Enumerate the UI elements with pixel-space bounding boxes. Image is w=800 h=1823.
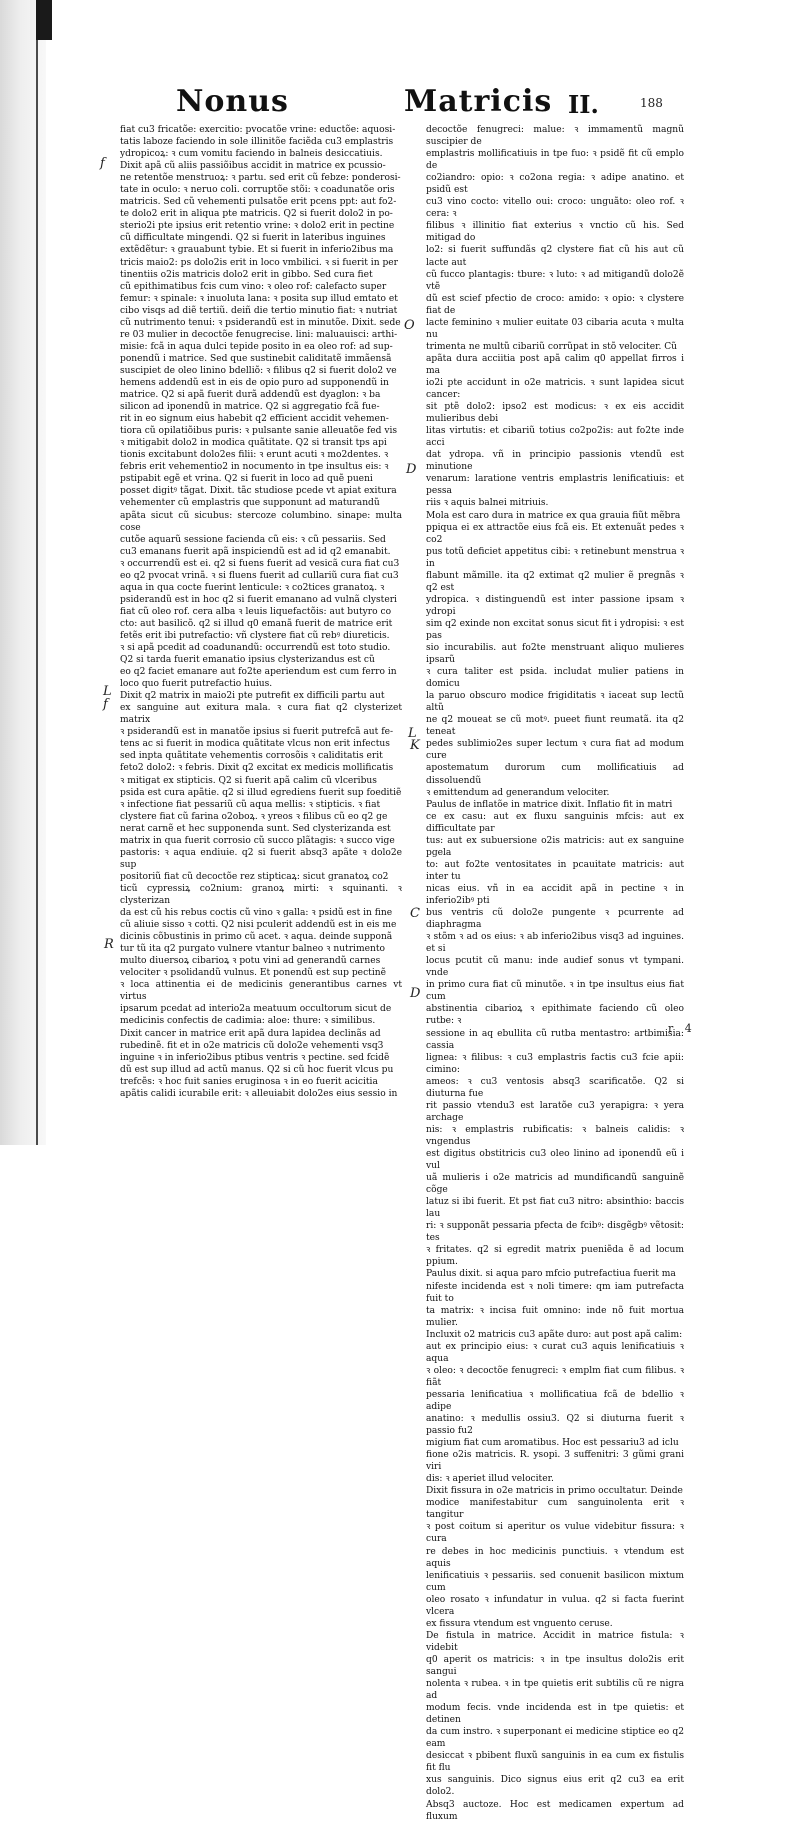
text-line: fione o2is matricis. R. ysopi. 3 suffenitri: 3 gũmi grani viri — [426, 1450, 684, 1473]
margin-letter: f — [103, 697, 108, 712]
text-line: Mola est caro dura in matrice ex qua grauia fiũt mẽbra — [426, 510, 681, 521]
text-line: ꝛ loca attinentia ei de medicinis generantibus carnes vt virtus — [120, 980, 402, 1003]
text-line: positoriũ fiat cũ decoctõe rez stipticaꝝ: sicut granatoꝝ co2 — [120, 871, 389, 882]
text-line: ꝛ infectione fiat pessariũ cũ aqua mellis: ꝛ stipticis. ꝛ fiat — [120, 799, 381, 810]
text-line: sio incurabilis. aut fo2te menstruant aliquo mulieres ipsarũ — [426, 643, 684, 666]
text-line: fetẽs erit ibi putrefactio: vñ clystere fiat cũ rebꝰ diureticis. — [120, 630, 390, 641]
text-line: uã mulieris i o2e matricis ad mundificandũ sanguinẽ cõge — [426, 1173, 684, 1196]
text-line: posset digitꝰ tãgat. Dixit. tãc studiose pcede vt apiat exitura — [120, 486, 397, 497]
text-line: modum fecis. vnde incidenda est in tpe quietis: et detinen — [426, 1703, 684, 1726]
text-column-right — [426, 124, 684, 1823]
text-line: ex fissura vtendum est vnguento ceruse. — [426, 1618, 613, 1629]
text-line: migium fiat cum aromatibus. Hoc est pessariu3 ad iclu — [426, 1438, 679, 1449]
text-line: ꝛ post coitum si aperitur os vulue videbitur fissura: ꝛ cura — [426, 1522, 684, 1545]
margin-letter: C — [410, 906, 420, 921]
text-line: re debes in hoc medicinis punctiuis. ꝛ vtendum est aquis — [426, 1546, 684, 1569]
text-line: matricis. Sed cũ vehementi pulsatõe erit pcens ppt: aut fo2- — [120, 197, 397, 208]
binding-notch — [36, 0, 52, 40]
text-line: cũ fucco plantagis: tbure: ꝛ luto: ꝛ ad mitigandũ dolo2ẽ vtẽ — [426, 269, 684, 292]
text-line: suscipiet de oleo linino bdelliõ: ꝛ filibus q2 si fuerit dolo2 ve — [120, 365, 397, 376]
text-line: tens ac si fuerit in modica quãtitate vlcus non erit infectus — [120, 739, 390, 750]
text-line: ꝛ cura taliter est psida. includat mulier patiens in domicu — [426, 667, 684, 690]
text-line: oleo rosato ꝛ infundatur in vulua. q2 si facta fuerint vlcera — [426, 1594, 684, 1617]
text-line: nolenta ꝛ rubea. ꝛ in tpe quietis erit subtilis cũ re nigra ad — [426, 1679, 684, 1702]
text-line: nis: ꝛ emplastris rubificatis: ꝛ balneis calidis: ꝛ vngendus — [426, 1124, 684, 1147]
text-line: tricis maio2: ps dolo2is erit in loco vmbilici. ꝛ si fuerit in per — [120, 257, 398, 268]
text-line: ꝛ psiderandũ est in manatõe ipsius si fuerit putrefcã aut fe- — [120, 727, 394, 738]
text-line: aut ex principio eius: ꝛ curat cu3 aquis lenificatiuis ꝛ aqua — [426, 1341, 684, 1364]
text-line: da cum instro. ꝛ superponant ei medicine stiptice eo q2 eam — [426, 1727, 684, 1750]
text-line: pessaria lenificatiua ꝛ mollificatiua fcã de bdellio ꝛ adipe — [426, 1389, 684, 1412]
text-line: cũ epithimatibus fcis cum vino: ꝛ oleo rof: calefacto super — [120, 281, 387, 292]
text-line: ꝛ emittendum ad generandum velociter. — [426, 787, 610, 798]
text-line: eo q2 faciet emanare aut fo2te aperiendum est cum ferro in — [120, 667, 397, 678]
text-line: extẽdẽtur: ꝛ grauabunt tybie. Et si fuerit in inferio2ibus ma — [120, 245, 394, 256]
margin-letter: D — [406, 462, 417, 477]
text-line: medicinis confectis de cadimia: aloe: thure: ꝛ similibus. — [120, 1016, 376, 1027]
text-line: dũ est sup illud ad actũ manus. Q2 si cũ hoc fuerit vlcus pu — [120, 1064, 394, 1075]
text-line: Dixit apã cũ aliis passiõibus accidit in matrice ex pcussio- — [120, 161, 386, 172]
text-line: ꝛ occurrendũ est ei. q2 si fuens fuerit ad vesicã cura fiat cu3 — [120, 558, 400, 569]
text-line: q0 aperit os matricis: ꝛ in tpe insultus dolo2is erit sangui — [426, 1654, 684, 1677]
margin-letter: L — [408, 726, 417, 741]
text-line: inguine ꝛ in inferio2ibus ptibus ventris ꝛ pectine. sed fcidẽ — [120, 1052, 390, 1063]
text-line: cu3 vino cocto: vitello oui: croco: unguãto: oleo rof. ꝛ cera: ꝛ — [426, 197, 684, 220]
text-line: febris erit vehementio2 in nocumento in tpe insultus eis: ꝛ — [120, 462, 389, 473]
binding-rule — [36, 0, 38, 1145]
margin-letter: O — [404, 318, 415, 333]
text-line: lignea: ꝛ filibus: ꝛ cu3 emplastris factis cu3 fcie apii: cimino: — [426, 1052, 684, 1075]
text-line: ex sanguine aut exitura mala. ꝛ cura fiat q2 clysterizet matrix — [120, 703, 402, 726]
text-line: ameos: ꝛ cu3 ventosis absq3 scarificatõe. Q2 si diuturna fue — [426, 1076, 684, 1099]
text-line: Dixit q2 matrix in maio2i pte putrefit ex difficili partu aut — [120, 691, 385, 702]
text-line: nicas eius. vñ in ea accidit apã in pectine ꝛ in inferio2ibꝰ pti — [426, 883, 684, 906]
text-line: trefcẽs: ꝛ hoc fuit sanies eruginosa ꝛ in eo fuerit acicitia — [120, 1076, 378, 1087]
text-line: tionis excitabunt dolo2es filii: ꝛ erunt acuti ꝛ mo2dentes. ꝛ — [120, 450, 389, 461]
text-line: psida est cura apãtie. q2 si illud egrediens fuerit sup foeditiẽ — [120, 787, 402, 798]
text-line: to: aut fo2te ventositates in pcauitate matricis: aut inter tu — [426, 859, 684, 882]
text-line: la paruo obscuro modice frigiditatis ꝛ iaceat sup lectũ altũ — [426, 691, 684, 714]
text-line: pus totũ deficiet appetitus cibi: ꝛ retinebunt menstrua ꝛ in — [426, 546, 684, 569]
text-line: re 03 mulier in decoctõe fenugrecise. lini: maluauisci: arthi- — [120, 329, 398, 340]
text-line: litas virtutis: et cibariũ totius co2po2is: aut fo2te inde acci — [426, 426, 684, 449]
text-line: tur tũ ita q2 purgato vulnere vtantur balneo ꝛ nutrimento — [120, 944, 385, 955]
text-line: cũ difficultate mingendi. Q2 si fuerit in lateribus inguines — [120, 233, 386, 244]
text-line: co2iandro: opio: ꝛ co2ona regia: ꝛ adipe anatino. et psidũ est — [426, 173, 684, 196]
text-line: aqua in qua cocte fuerint lenticule: ꝛ co2tices granatoꝝ. ꝛ — [120, 582, 385, 593]
text-line: sterio2i pte ipsius erit retentio vrine: ꝛ dolo2 erit in pectine — [120, 221, 395, 232]
text-line: modice manifestabitur cum sanguinolenta erit ꝛ tangitur — [426, 1498, 684, 1521]
text-line: cto: aut basilicõ. q2 si illud q0 emanã fuerit de matrice erit — [120, 618, 393, 629]
text-line: Incluxit o2 matricis cu3 apãte duro: aut post apã calim: — [426, 1329, 683, 1340]
text-line: lacte feminino ꝛ mulier euitate 03 cibaria acuta ꝛ multa nu — [426, 317, 684, 340]
text-line: flabunt mãmille. ita q2 extimat q2 mulier ẽ pregnãs ꝛ q2 est — [426, 570, 684, 593]
text-line: desiccat ꝛ pbibent fluxũ sanguinis in ea cum ex fistulis fit flu — [426, 1751, 684, 1774]
running-head-book: Nonus — [176, 84, 289, 119]
text-line: Paulus dixit. si aqua paro mfcio putrefactiua fuerit ma — [426, 1269, 676, 1280]
text-line: bus ventris cũ dolo2e pungente ꝛ pcurrente ad diaphragma — [426, 908, 684, 931]
text-line: velociter ꝛ psolidandũ vulnus. Et ponendũ est sup pectinẽ — [120, 968, 386, 979]
margin-letter: f — [100, 156, 105, 171]
text-line: De fistula in matrice. Accidit in matrice fistula: ꝛ videbit — [426, 1630, 684, 1653]
text-line: ppiqua ei ex attractõe eius fcã eis. Et extenuãt pedes ꝛ co2 — [426, 522, 684, 545]
margin-letter: L — [103, 684, 112, 699]
text-line: locus pcutit cũ manu: inde audief sonus vt tympani. vnde — [426, 956, 684, 979]
text-line: lo2: si fuerit suffundãs q2 clystere fiat cũ his aut cũ lacte aut — [426, 245, 684, 268]
margin-letter: R — [104, 937, 114, 952]
text-line: in primo cura fiat cũ minutõe. ꝛ in tpe insultus eius fiat cum — [426, 980, 684, 1003]
text-line: multo diuersoꝝ cibarioꝝ ꝛ potu vini ad generandũ carnes — [120, 956, 381, 967]
text-line: dat ydropa. vñ in principio passionis vtendũ est minutione — [426, 450, 684, 473]
text-line: Paulus de inflatõe in matrice dixit. Inflatio fit in matri — [426, 799, 673, 810]
text-line: Dixit fissura in o2e matricis in primo occultatur. Deinde — [426, 1486, 683, 1497]
text-line: ponendũ i matrice. Sed que sustinebit caliditatẽ immãensã — [120, 353, 392, 364]
text-line: Absq3 auctoze. Hoc est medicamen expertum ad fluxum — [426, 1799, 684, 1822]
text-line: ri: ꝛ supponãt pessaria pfecta de fcibꝰ: disgẽgbꝰ vẽtosit: tes — [426, 1221, 684, 1244]
text-line: clystere fiat cũ farina o2oboꝝ. ꝛ yreos ꝛ filibus cũ eo q2 ge — [120, 811, 388, 822]
text-line: ydropicoꝝ: ꝛ cum vomitu faciendo in balneis desiccatiuis. — [120, 149, 383, 160]
text-line: ne retentõe menstruoꝝ: ꝛ partu. sed erit cũ febze: ponderosi- — [120, 173, 401, 184]
text-line: cu3 emanans fuerit apã inspiciendũ est ad id q2 emanabit. — [120, 546, 391, 557]
text-line: tiora cũ opilatiõibus puris: ꝛ pulsante sanie alleuatõe fed vis — [120, 426, 398, 437]
text-line: tinentiis o2is matricis dolo2 erit in gibbo. Sed cura fiet — [120, 269, 373, 280]
text-line: vehementer cũ emplastris que supponunt ad maturandũ — [120, 498, 380, 509]
text-line: eo q2 pvocat vrinã. ꝛ si fluens fuerit ad cullariũ cura fiat cu3 — [120, 570, 399, 581]
text-line: nerat carnẽ et hec supponenda sunt. Sed clysterizanda est — [120, 823, 391, 834]
text-line: tatis laboze faciendo in sole illinitõe faciẽda cu3 emplastris — [120, 137, 394, 148]
text-line: ꝛ oleo: ꝛ decoctõe fenugreci: ꝛ emplm fiat cum filibus. ꝛ fiãt — [426, 1365, 684, 1388]
text-line: trimenta ne multũ cibariũ corrũpat in stõ velociter. Cũ — [426, 341, 678, 352]
text-line: ne q2 moueat se cũ motꝰ. pueet fiunt reumatã. ita q2 teneat — [426, 715, 684, 738]
text-line: pstipabit egẽ et vrina. Q2 si fuerit in loco ad quẽ pueni — [120, 474, 373, 485]
text-line: psiderandũ est in hoc q2 si fuerit emanano ad vulnã clysteri — [120, 594, 397, 605]
text-line: misie: fcã in aqua dulci tepide posito in ea oleo rof: ad sup- — [120, 341, 393, 352]
text-line: tus: aut ex subuersione o2is matricis: aut ex sanguine pgela — [426, 835, 684, 858]
text-line: ꝛ si apã pcedit ad coadunandũ: occurrendũ est toto studio. — [120, 643, 391, 654]
text-line: loco quo fuerit putrefactio huius. — [120, 679, 273, 690]
text-line: femur: ꝛ spinale: ꝛ inuoluta lana: ꝛ posita sup illud emtato et — [120, 293, 398, 304]
text-line: dicinis cõbustinis in primo cũ acet. ꝛ aqua. deinde supponã — [120, 932, 393, 943]
text-line: cũ aliuie sisso ꝛ cotti. Q2 nisi pculerit addendũ est in eis me — [120, 920, 397, 931]
text-line: apãtis calidi icurabile erit: ꝛ alleuiabit dolo2es eius sessio in — [120, 1088, 398, 1099]
text-line: riis ꝛ aquis balnei mitriuis. — [426, 498, 549, 509]
binding-shadow — [0, 0, 46, 1145]
text-line: latuz si ibi fuerit. Et pst fiat cu3 nitro: absinthio: baccis lau — [426, 1197, 684, 1220]
text-line: Q2 si tarda fuerit emanatio ipsius clysterizandus est cũ — [120, 655, 375, 666]
text-line: nifeste incidenda est ꝛ noli timere: qm iam putrefacta fuit to — [426, 1281, 684, 1304]
text-line: ꝛ mitigat ex stipticis. Q2 si fuerit apã calim cũ vlceribus — [120, 775, 377, 786]
text-line: ydropica. ꝛ distinguendũ est inter passione ipsam ꝛ ydropi — [426, 594, 684, 617]
text-line: fiat cu3 fricatõe: exercitio: pvocatõe vrine: eductõe: aquosi- — [120, 125, 396, 135]
folio-number: 188 — [640, 96, 663, 110]
text-line: est digitus obstitricis cu3 oleo linino ad iponendũ eũ i vul — [426, 1148, 684, 1172]
text-line: da est cũ his rebus coctis cũ vino ꝛ galla: ꝛ psidũ est in fine — [120, 908, 393, 919]
text-line: feto2 dolo2: ꝛ febris. Dixit q2 excitat ex medicis mollificatis — [120, 763, 394, 774]
text-line: venarum: laratione ventris emplastris lenificatiuis: et pessa — [426, 474, 684, 497]
text-line: rit passio vtendu3 est laratõe cu3 yerapigra: ꝛ yera archage — [426, 1100, 684, 1123]
text-line: io2i pte accidunt in o2e matricis. ꝛ sunt lapidea sicut cancer: — [426, 377, 684, 401]
text-line: rubedinẽ. fit et in o2e matricis cũ dolo2e vehementi vsq3 — [120, 1040, 384, 1051]
text-line: xus sanguinis. Dico signus eius erit q2 cu3 ea erit dolo2. — [426, 1775, 684, 1798]
text-line: apostematum durorum cum mollificatiuis ad dissoluendũ — [426, 763, 684, 786]
text-line: ce ex casu: aut ex fluxu sanguinis mfcis: aut ex difficultate par — [426, 811, 684, 834]
text-line: matrix in qua fuerit corrosio cũ succo plãtagis: ꝛ succo vige — [120, 835, 395, 846]
text-column-left — [120, 124, 402, 1100]
text-line: dũ est scief pfectio de croco: amido: ꝛ opio: ꝛ clystere fiat de — [426, 293, 684, 316]
text-line: sim q2 exinde non excitat sonus sicut fit i ydropisi: ꝛ est pas — [426, 618, 685, 641]
text-line: pedes sublimio2es super lectum ꝛ cura fiat ad modum cure — [426, 739, 684, 762]
text-line: ipsarum pcedat ad interio2a meatuum occultorum sicut de — [120, 1004, 392, 1015]
text-line: fiat cũ oleo rof. cera alba ꝛ leuis liquefactõis: aut butyro co — [120, 606, 392, 617]
text-line: emplastris mollificatiuis in tpe fuo: ꝛ psidẽ fit cũ emplo de — [426, 149, 684, 172]
text-line: apãta sicut cũ sicubus: stercoze columbino. sinape: multa cose — [120, 510, 402, 533]
margin-letter: K — [410, 738, 420, 753]
text-line: abstinentia cibarioꝝ ꝛ epithimate faciendo cũ oleo rutbe: ꝛ — [426, 1004, 684, 1027]
text-line: sed inpta quãtitate vehementis corrosõis ꝛ caliditatis erit — [120, 751, 383, 762]
text-line: ꝛ stõm ꝛ ad os eius: ꝛ ab inferio2ibus visq3 ad inguines. et si — [426, 932, 684, 955]
text-line: cibo visqs ad diẽ tertiũ. deiñ die tertio minutio fiat: ꝛ nutriat — [120, 305, 398, 316]
text-line: te dolo2 erit in aliqua pte matricis. Q2 si fuerit dolo2 in po- — [120, 209, 393, 220]
text-line: tate in oculo: ꝛ neruo coli. corruptõe stõi: ꝛ coadunatõe oris — [120, 185, 395, 196]
text-line: hemens addendũ est in eis de opio puro ad supponendũ in — [120, 377, 389, 388]
text-line: Dixit cancer in matrice erit apã dura lapidea declinãs ad — [120, 1028, 381, 1039]
text-line: lenificatiuis ꝛ pessariis. sed conuenit basilicon mixtum cum — [426, 1570, 684, 1593]
text-line: filibus ꝛ illinitio fiat exterius ꝛ vnctio cũ his. Sed mitigad do — [426, 221, 684, 244]
text-line: sessione in aq ebullita cũ rutba mentastro: artbimisia: cassia — [426, 1028, 684, 1051]
text-line: ta matrix: ꝛ incisa fuit omnino: inde nõ fuit mortua mulier. — [426, 1305, 684, 1328]
text-line: ꝛ mitigabit dolo2 in modica quãtitate. Q2 si transit tps api — [120, 438, 387, 449]
text-line: sit ptẽ dolo2: ipso2 est modicus: ꝛ ex eis accidit mulieribus debi — [426, 402, 684, 425]
text-line: rit in eo signum eius habebit q2 efficient accidit vehemen- — [120, 414, 389, 425]
text-line: silicon ad iponendũ in matrice. Q2 si aggregatio fcã fue- — [120, 402, 380, 413]
text-line: dis: ꝛ aperiet illud velociter. — [426, 1474, 554, 1485]
margin-letter: D — [410, 986, 421, 1001]
text-line: pastoris: ꝛ aqua endiuie. q2 si fuerit absq3 apãte ꝛ dolo2e sup — [120, 847, 402, 870]
signature-mark: r 4 — [668, 1022, 696, 1035]
text-line: matrice. Q2 si apã fuerit durã addendũ est dyaglon: ꝛ ba — [120, 390, 381, 401]
text-line: ꝛ fritates. q2 si egredit matrix pueniẽda ẽ ad locum ppium. — [426, 1245, 684, 1268]
text-line: anatino: ꝛ medullis ossiu3. Q2 si diuturna fuerit ꝛ passio fu2 — [426, 1414, 684, 1437]
text-line: apãta dura acciitia post apã calim q0 appellat firros i ma — [426, 353, 684, 376]
running-head-chapter: II. — [568, 90, 599, 119]
text-line: cutõe aquarũ sessione facienda cũ eis: ꝛ cũ pessariis. Sed — [120, 534, 386, 545]
text-line: ticũ cypressiꝝ co2nium: granoꝝ mirti: ꝛ squinanti. ꝛ clysterizan — [120, 883, 402, 906]
running-head-subject: Matricis — [404, 84, 553, 119]
text-line: decoctõe fenugreci: malue: ꝛ immamentũ magnũ suscipier de — [426, 125, 684, 148]
text-line: cũ nutrimento tenui: ꝛ psiderandũ est in minutõe. Dixit. sede — [120, 317, 401, 328]
